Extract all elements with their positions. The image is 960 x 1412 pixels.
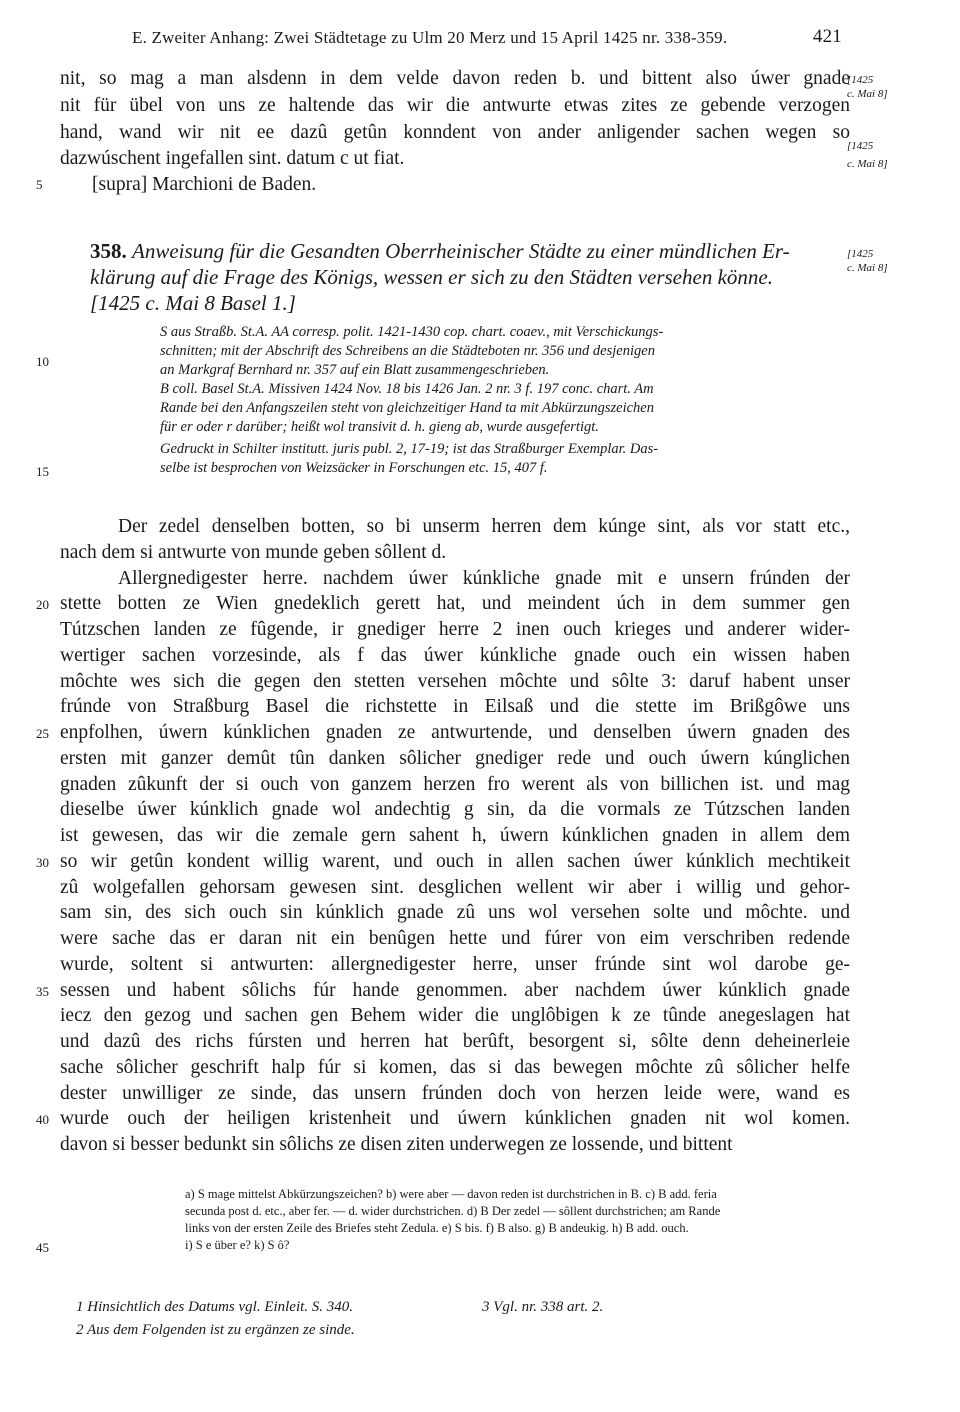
- body-line: ersten mit ganzer demût tûn danken sôlicher gnediger rede und ouch úwern kúnglichen: [60, 748, 850, 769]
- source-line: schnitten; mit der Abschrift des Schreibens an die Städteboten nr. 356 und desjenigen: [160, 343, 655, 359]
- body-line: so wir getûn kondent willig warent, und ouch in allen sachen úwer kúnklich mechtikeit: [60, 851, 850, 872]
- source-line: für er oder r darüber; heißt wol transivit d. h. gieng ab, wurde ausgefertigt.: [160, 419, 599, 435]
- body-line: frúnde von Straßburg Basel die richstette in Eilsaß und die stette im Brißgôwe uns: [60, 696, 850, 717]
- source-line: S aus Straßb. St.A. AA corresp. polit. 1421-1430 cop. chart. coaev., mit Verschickungs-: [160, 324, 664, 340]
- margin-note: [1425: [847, 140, 874, 152]
- line-number: 40: [36, 1112, 49, 1127]
- body-line: Der zedel denselben botten, so bi unserm herren dem kúnge sint, als vor statt etc.,: [118, 516, 850, 537]
- top-line: nit, so mag a man alsdenn in dem velde davon reden b. und bittent also úwer gnade: [60, 68, 850, 89]
- doc-title-text: Anweisung für die Gesandten Oberrheinischer Städte zu einer mündlichen Er-: [132, 239, 790, 263]
- doc-title-line: [90, 238, 842, 265]
- doc-title-text: klärung auf die Frage des Königs, wessen er sich zu den Städten versehen könne.: [90, 265, 773, 289]
- doc-title-line: [90, 290, 880, 317]
- body-line: sam sin, des sich ouch sin kúnklich gnade zû uns wol versehen solte und môchte. und: [60, 902, 850, 923]
- body-line: iecz den gezog und sachen gen Behem wider die unglôbigen k ze tûnde anegeslagen hat: [60, 1005, 850, 1026]
- doc-number: 358.: [90, 239, 127, 263]
- running-header: [132, 28, 842, 48]
- body-line: wurde ouch der heiligen kristenheit und úwern kúnklichen gnaden nit wol komen.: [60, 1108, 850, 1129]
- body-line: sessen und habent sôlichs fúr hande genommen. aber nachdem úwer kúnklich gnade: [60, 980, 850, 1001]
- body-line: gnaden zûkunft der si ouch von ganzem herzen fro werent als von billichen ist. und mag: [60, 774, 850, 795]
- body-line: Allergnedigester herre. nachdem úwer kúnkliche gnade mit e unsern frúnden der: [118, 568, 850, 589]
- top-line: nit für übel von uns ze haltende das wir die antwurte etwas zites ze gebende verzogen: [60, 95, 850, 116]
- footnote-3: 3 Vgl. nr. 338 art. 2.: [482, 1299, 604, 1315]
- line-number: 10: [36, 354, 49, 369]
- body-line: were sache das er daran nit ein benûgen hette und fúrer von eim verschriben redende: [60, 928, 850, 949]
- line-number: 25: [36, 726, 49, 741]
- page-number: 421: [812, 26, 842, 47]
- line-number: 20: [36, 597, 49, 612]
- source-line: B coll. Basel St.A. Missiven 1424 Nov. 18 bis 1426 Jan. 2 nr. 3 f. 197 conc. chart. Am: [160, 381, 654, 397]
- source-line: selbe ist besprochen von Weizsäcker in Forschungen etc. 15, 407 f.: [160, 460, 548, 476]
- apparatus-line: secunda post d. etc., aber fer. — d. wider durchstrichen. d) B Der zedel — sôllent durchstrichen; am Rande: [185, 1204, 721, 1218]
- line-number: 35: [36, 984, 49, 999]
- body-line: Tútzschen landen ze fûgende, ir gnediger herre 2 inen ouch krieges und anderer wider-: [60, 619, 850, 640]
- body-line: enpfolhen, úwern kúnklichen gnaden ze antwurtende, und denselben úwern gnaden des: [60, 722, 850, 743]
- margin-note: c. Mai 8]: [847, 88, 888, 100]
- line-number: 5: [36, 177, 43, 192]
- body-line: stette botten ze Wien gnedeklich gerett hat, und meindent úch in dem summer gen: [60, 593, 850, 614]
- doc-title-line: [90, 264, 880, 291]
- body-line: dester unwilliger ze sinde, das unsern frúnden doch von herzen leide were, wand es: [60, 1083, 850, 1104]
- top-line: dazwúschent ingefallen sint. datum c ut fiat.: [60, 148, 405, 169]
- line-number: 30: [36, 855, 49, 870]
- apparatus-line: i) S e über e? k) S ô?: [185, 1238, 290, 1252]
- footnote-1: 1 Hinsichtlich des Datums vgl. Einleit. S. 340.: [76, 1299, 354, 1315]
- line-number: 15: [36, 464, 49, 479]
- body-line: sache sôlicher geschrift halp fúr si komen, das si das bewegen môchte zû sôlicher helfe: [60, 1057, 850, 1078]
- body-line: nach dem si antwurte von munde geben sôllent d.: [60, 542, 447, 563]
- body-line: môchte wes sich die gegen den stetten versehen môchte und sôlte 3: daruf habent unser: [60, 671, 850, 692]
- margin-note: c. Mai 8]: [847, 158, 888, 170]
- doc-title-date: [1425 c. Mai 8 Basel 1.]: [90, 291, 296, 315]
- apparatus-line: a) S mage mittelst Abkürzungszeichen? b) were aber — davon reden ist durchstrichen in B. c) B add. feria: [185, 1187, 717, 1201]
- source-line: an Markgraf Bernhard nr. 357 auf ein Blatt zusammengeschrieben.: [160, 362, 550, 378]
- body-line: und dazû des richs fúrsten und herren hat berûft, besorgent si, sôlte denn deheinerleie: [60, 1031, 850, 1052]
- top-line: [supra] Marchioni de Baden.: [92, 174, 317, 195]
- top-line: hand, wand wir nit ee dazû getûn konndent von ander anligender sachen wegen so: [60, 122, 850, 143]
- body-line: davon si besser bedunkt sin sôlichs ze disen ziten underwegen ze lossende, und bittent: [60, 1134, 733, 1155]
- body-line: wurde, soltent si antwurten: allergnedigester herre, unser frúnde sint wol darobe ge-: [60, 954, 850, 975]
- body-line: zû wolgefallen gehorsam gewesen sint. desglichen wellent wir aber i willig und gehor-: [60, 877, 850, 898]
- margin-note: [1425: [847, 248, 874, 260]
- margin-note: [1425: [847, 74, 874, 86]
- source-line: Gedruckt in Schilter institutt. juris publ. 2, 17-19; ist das Straßburger Exemplar. Das-: [160, 441, 659, 457]
- body-line: ist gewesen, das wir die zemale gern sahent h, úwern kúnklichen gnaden in allem dem: [60, 825, 850, 846]
- body-line: wertiger sachen vorzesinde, als f das úwer kúnkliche gnade ouch ein wissen haben: [60, 645, 850, 666]
- running-title: E. Zweiter Anhang: Zwei Städtetage zu Ulm 20 Merz und 15 April 1425 nr. 338-359.: [132, 28, 728, 47]
- source-line: Rande bei den Anfangszeilen steht von gleichzeitiger Hand ta mit Abkürzungszeichen: [160, 400, 654, 416]
- apparatus-line: links von der ersten Zeile des Briefes steht Zedula. e) S bis. f) B also. g) B andeukig. h) B add. ouch.: [185, 1221, 689, 1235]
- body-line: dieselbe úwer kúnklich gnade wol andechtig g sin, da die vormals ze Tútzschen landen: [60, 799, 850, 820]
- margin-note: c. Mai 8]: [847, 262, 888, 274]
- footnote-2: 2 Aus dem Folgenden ist zu ergänzen ze sinde.: [76, 1322, 355, 1338]
- line-number: 45: [36, 1240, 49, 1255]
